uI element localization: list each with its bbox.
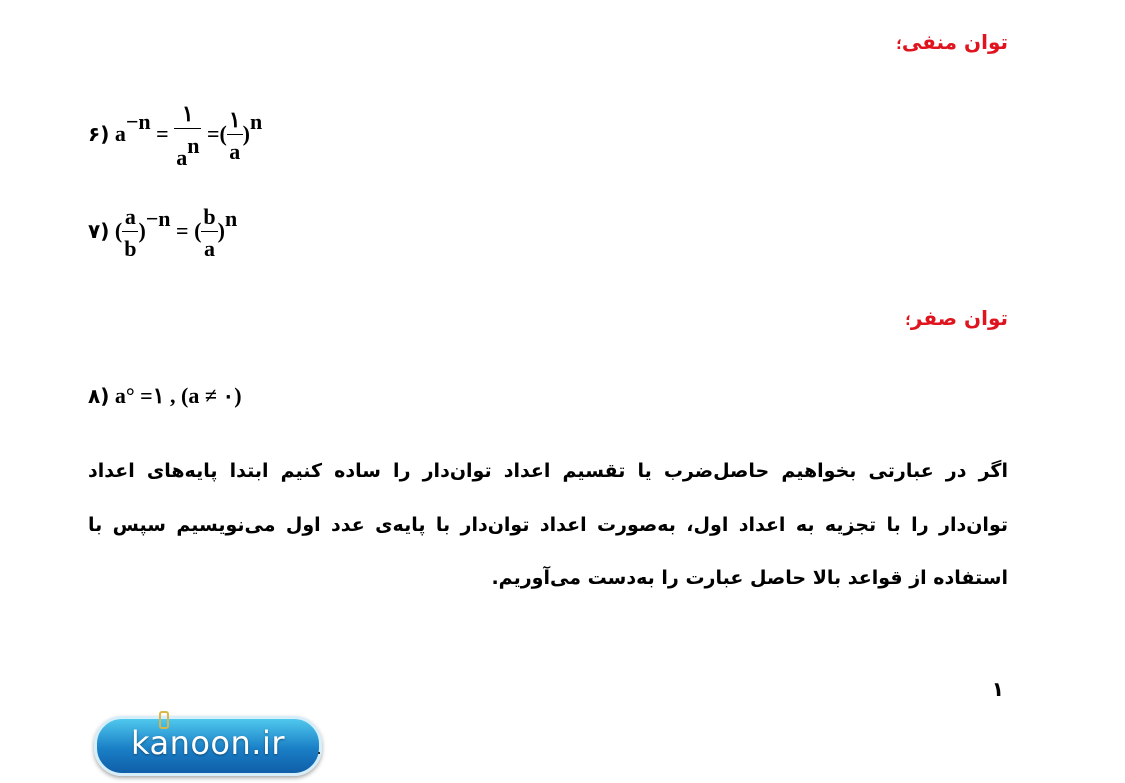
heading-zero-power	[905, 306, 1008, 330]
formula-6-paren-open: (	[219, 121, 227, 147]
formula-8	[88, 383, 242, 409]
formula-6-equals-1: =	[156, 121, 169, 147]
formula-7-paren-close-2: )	[217, 218, 225, 244]
paragraph-line-3: استفاده از قواعد بالا حاصل عبارت را به‌دست می‌آوریم.	[491, 567, 1008, 589]
fraction-numerator: a	[122, 206, 138, 232]
fraction-numerator: ۱	[174, 103, 201, 129]
formula-6-fraction-1	[174, 103, 201, 169]
heading-colon: ؛	[896, 37, 902, 53]
formula-6-outer-exponent: n	[249, 109, 263, 135]
formula-7-fraction-2	[201, 206, 217, 260]
fraction-numerator: b	[201, 206, 217, 232]
formula-6-base: a	[114, 121, 126, 147]
heading-negative-power-text: توان منفی	[901, 30, 1008, 54]
formula-6-paren-close: )	[242, 121, 250, 147]
formula-7-outer-exponent: n	[225, 206, 238, 232]
heading-colon: ؛	[905, 313, 911, 329]
logo-dot	[318, 752, 320, 754]
formula-7-equals: =	[176, 218, 189, 244]
formula-7-paren-open-1: (	[114, 218, 123, 244]
fraction-denominator: b	[124, 236, 137, 261]
formula-7-exponent: −n	[145, 206, 171, 232]
fraction-denominator: a	[229, 139, 241, 164]
formula-7-paren-close-1: )	[138, 218, 146, 244]
heading-zero-power-text: توان صفر	[910, 306, 1008, 330]
formula-6-label: ۶)	[88, 122, 110, 147]
fraction-denominator-base: a	[176, 145, 188, 170]
fraction-numerator: ۱	[227, 109, 243, 135]
formula-7-paren-open-2: (	[194, 218, 202, 244]
paragraph-line-1: اگر در عبارتی بخواهیم حاصل‌ضرب یا تقسیم اعداد توان‌دار را ساده کنیم ابتدا پایه‌های اعداد	[88, 460, 1008, 482]
logo-text: kanoon.ir	[130, 724, 285, 762]
formula-8-label: ۸)	[88, 384, 110, 408]
heading-negative-power	[896, 30, 1008, 54]
fraction-denominator	[174, 129, 201, 169]
formula-6	[88, 103, 262, 169]
fraction-denominator-exponent: n	[187, 133, 200, 158]
formula-6-exponent: −n	[125, 109, 151, 135]
kanoon-logo	[94, 716, 322, 776]
formula-6-fraction-2	[227, 109, 243, 163]
formula-6-equals-2: =	[206, 121, 220, 147]
fraction-denominator: a	[204, 236, 216, 261]
paragraph-line-2: توان‌دار را با تجزیه به اعداد اول، به‌صورت اعداد توان‌دار با پایه‌ی عدد اول می‌نویسیم سپس با	[88, 514, 1008, 536]
formula-7	[88, 206, 237, 260]
page-number: ۱	[991, 677, 1004, 701]
formula-7-fraction-1	[122, 206, 138, 260]
formula-8-text: a° =۱ , (a ≠ ۰)	[114, 383, 242, 408]
formula-7-label: ۷)	[88, 219, 110, 244]
